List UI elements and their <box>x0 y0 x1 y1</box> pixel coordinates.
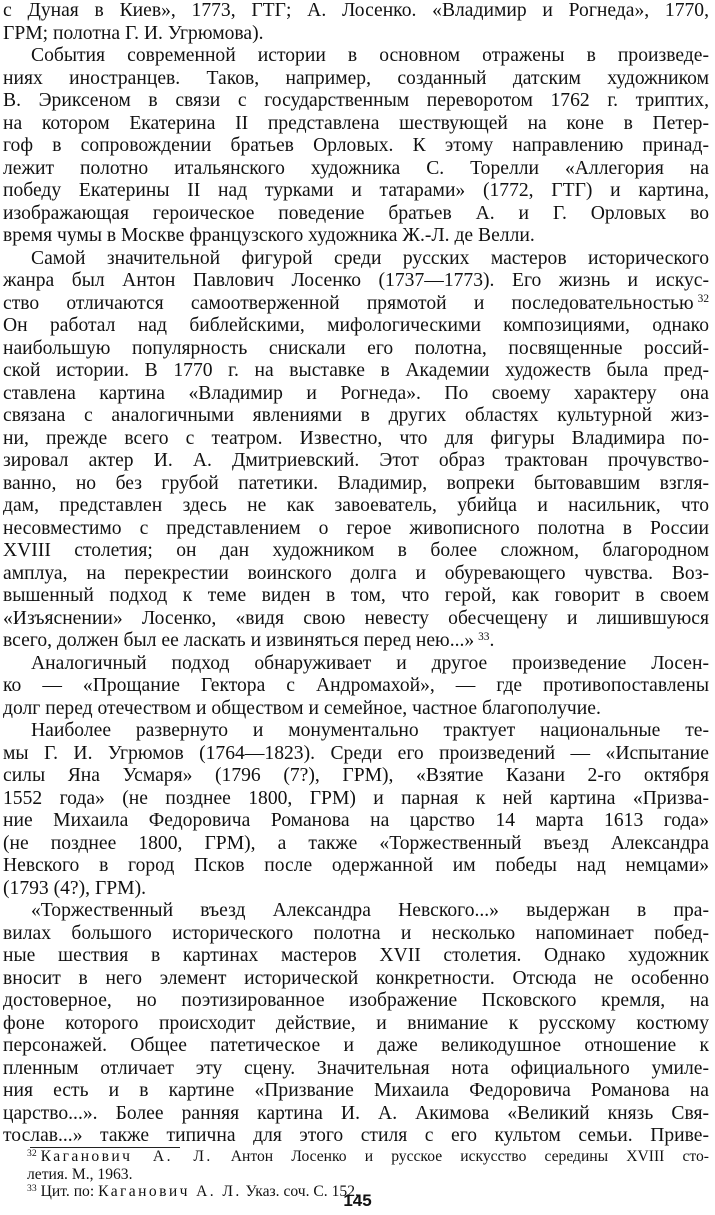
body-line <box>3 158 709 181</box>
body-line <box>3 495 709 518</box>
body-line <box>3 518 709 541</box>
body-line-text: (1793 (4?), ГРМ). <box>3 877 147 899</box>
body-line <box>3 1125 709 1148</box>
body-line <box>3 338 709 361</box>
body-line-text: ставлена картина «Владимир и Рогнеда». По своему характеру она <box>3 382 709 404</box>
body-line-text: ние Михаила Федоровича Романова на царство 14 марта 1613 года» <box>3 810 709 831</box>
body-line <box>3 540 709 563</box>
body-line-text: пленным отличает эту сцену. Значительная нота официального умиле- <box>3 1057 709 1079</box>
body-line-text: ской истории. В 1770 г. на выставке в Академии художеств была пред- <box>3 360 709 381</box>
body-line <box>3 563 709 586</box>
body-line <box>3 405 709 428</box>
footnote-32-line-2: летия. М., 1963. <box>27 1165 133 1183</box>
body-line-text: XVIII столетия; он дан художником в более сложном, благородном <box>3 540 709 561</box>
body-line <box>3 720 709 743</box>
body-line <box>3 1058 709 1081</box>
body-line <box>3 810 709 833</box>
page-body <box>3 0 709 1148</box>
body-line <box>3 968 709 991</box>
body-line <box>3 855 709 878</box>
body-line-text: силы Яна Усмаря» (1796 (7?), ГРМ), «Взятие Казани 2-го октября <box>3 765 709 786</box>
footnote-32-number: 32 <box>27 1148 37 1160</box>
body-line <box>3 698 709 721</box>
body-line-text: всего, должен был ее ласкать и извиняться перед нею...» <box>3 630 475 651</box>
body-line-text: победу Екатерины II над турками и татарами» (1772, ГТГ) и картина, <box>3 180 709 201</box>
body-line-text: несовместимо с представлением о герое живописного полотна в России <box>3 517 709 539</box>
body-line-text: «Изъяснении» Лосенко, «видя свою невесту обесчещену и лишившуюся <box>3 607 709 629</box>
body-line <box>3 585 709 608</box>
body-line <box>3 1080 709 1103</box>
body-line <box>3 1035 709 1058</box>
body-line <box>3 360 709 383</box>
body-line-text: тослав...» также типична для этого стиля с его культом семьи. Приве- <box>3 1125 709 1146</box>
body-line <box>3 788 709 811</box>
footnote-reference: 33 <box>478 630 490 643</box>
body-line <box>3 923 709 946</box>
body-line <box>3 743 709 766</box>
body-line <box>3 608 709 631</box>
body-line-text: наибольшую популярность снискали его полотна, посвященные россий- <box>3 337 709 359</box>
body-line-text: вышенный подход к теме виден в том, что герой, как говорит в своем <box>3 585 709 606</box>
body-line <box>3 203 709 226</box>
body-line <box>3 0 709 23</box>
footnote-33-number: 33 <box>27 1183 37 1195</box>
body-line-text: время чумы в Москве французского художника Ж.-Л. де Велли. <box>3 225 535 246</box>
body-line <box>3 990 709 1013</box>
body-line-text: ни, прежде всего с театром. Известно, что для фигуры Владимира по- <box>3 427 709 449</box>
body-line <box>3 383 709 406</box>
footnote-33-rest: Указ. соч. С. 152. <box>245 1183 359 1200</box>
body-line <box>3 135 709 158</box>
body-line-text: Он работал над библейскими, мифологическими композициями, однако <box>3 315 709 336</box>
body-line-text: долг перед отечеством и обществом и семейное, частное благополучие. <box>3 697 601 719</box>
body-line-text: Наиболее развернуто и монументально трактует национальные те- <box>31 720 709 741</box>
body-line <box>3 878 709 901</box>
body-line <box>3 293 709 316</box>
body-line-text: достоверное, но поэтизированное изображение Псковского кремля, на <box>3 990 709 1011</box>
body-line-text: амплуа, на перекрестии воинского долга и обуревающего чувства. Воз- <box>3 562 709 584</box>
body-line-text: ниях иностранцев. Таков, например, созданный датским художником <box>3 67 709 89</box>
body-line-text: царство...». Более ранняя картина И. А. Акимова «Великий князь Свя- <box>3 1102 709 1124</box>
body-line <box>3 23 709 46</box>
body-line <box>3 450 709 473</box>
body-line-text: ные шествия в картинах мастеров XVII столетия. Однако художник <box>3 945 709 966</box>
body-line <box>3 428 709 451</box>
body-line-text: мы Г. И. Угрюмов (1764—1823). Среди его произведений — «Испытание <box>3 742 709 764</box>
body-line-text: персонажей. Общее патетическое и даже великодушное отношение к <box>3 1035 709 1056</box>
body-line <box>3 473 709 496</box>
body-line-text: ния есть и в картине «Призвание Михаила Федоровича Романова на <box>3 1080 709 1101</box>
body-line <box>3 675 709 698</box>
body-line <box>3 653 709 676</box>
body-line <box>3 315 709 338</box>
footnote-33-prefix: Цит. по: <box>40 1183 95 1200</box>
body-line-text: изображающая героическое поведение братьев А. и Г. Орловых во <box>3 202 709 224</box>
page-number: 145 <box>343 1191 372 1210</box>
body-line <box>3 1103 709 1126</box>
body-line-text: Аналогичный подход обнаруживает и другое произведение Лосен- <box>31 652 709 674</box>
body-line <box>3 630 709 653</box>
body-line-text: Невского в город Псков после одержанной им победы над немцами» <box>3 855 709 876</box>
body-line <box>3 180 709 203</box>
body-line <box>3 248 709 271</box>
body-line <box>3 113 709 136</box>
body-line-text: зировал актер И. А. Дмитриевский. Этот образ трактован прочувство- <box>3 450 709 471</box>
body-line-text: фоне которого происходит действие, и внимание к русскому костюму <box>3 1012 709 1034</box>
body-line <box>3 90 709 113</box>
body-line <box>3 225 709 248</box>
body-line-text: лежит полотно итальянского художника С. Торелли «Аллегория на <box>3 157 709 179</box>
body-line-text: События современной истории в основном отражены в произведе- <box>31 45 709 66</box>
body-line-text: вилах большого исторического полотна и несколько напоминает побед- <box>3 922 709 944</box>
body-line-text: «Торжественный въезд Александра Невского...» выдержан в пра- <box>31 900 709 921</box>
footnote-32-author: Каганович А. Л. <box>40 1148 213 1165</box>
body-line-text: ванно, но без грубой патетики. Владимир, вопреки бытовавшим взгля- <box>3 472 709 494</box>
body-line-text: В. Эриксеном в связи с государственным переворотом 1762 г. триптих, <box>3 90 709 111</box>
body-line <box>3 1013 709 1036</box>
body-line-text: ГРМ; полотна Г. И. Угрюмова). <box>3 22 264 44</box>
body-line-text: ко — «Прощание Гектора с Андромахой», — где противопоставлены <box>3 675 709 696</box>
body-line <box>3 765 709 788</box>
body-line-text: (не позднее 1800, ГРМ), а также «Торжественный въезд Александра <box>3 832 709 854</box>
body-line <box>3 900 709 923</box>
body-line-text: гоф в сопровождении братьев Орловых. К этому направлению принад- <box>3 135 709 156</box>
body-line <box>3 45 709 68</box>
body-line-text: связана с аналогичными явлениями в других областях культурной жиз- <box>3 405 709 426</box>
body-line-text: Самой значительной фигурой среди русских мастеров исторического <box>31 247 709 269</box>
body-line-text: 1552 года» (не позднее 1800, ГРМ) и парная к ней картина «Призва- <box>3 787 709 809</box>
footnote-32-title: Антон Лосенко и русское искусство середины XVIII сто- <box>230 1148 709 1165</box>
body-line <box>3 68 709 91</box>
footnote-32-line-1 <box>27 1148 709 1166</box>
body-line-text: с Дуная в Киев», 1773, ГТГ; А. Лосенко. «Владимир и Рогнеда», 1770, <box>3 0 709 21</box>
body-line-text: жанра был Антон Павлович Лосенко (1737—1773). Его жизнь и искус- <box>3 270 709 291</box>
footnote-reference: 32 <box>697 293 709 306</box>
body-line <box>3 945 709 968</box>
body-line <box>3 270 709 293</box>
footnote-33-author: Каганович А. Л. <box>98 1183 242 1200</box>
body-line-text: вносит в него элемент исторической конкретности. Отсюда не особенно <box>3 967 709 989</box>
body-line-text: ство отличаются самоотверженной прямотой и последовательностью <box>3 292 694 314</box>
body-line-text: дам, представлен здесь не как завоеватель, убийца и насильник, что <box>3 495 709 516</box>
body-line-text: на котором Екатерина II представлена шествующей на коне в Петер- <box>3 112 709 134</box>
body-line <box>3 833 709 856</box>
body-line-tail: . <box>489 630 495 651</box>
